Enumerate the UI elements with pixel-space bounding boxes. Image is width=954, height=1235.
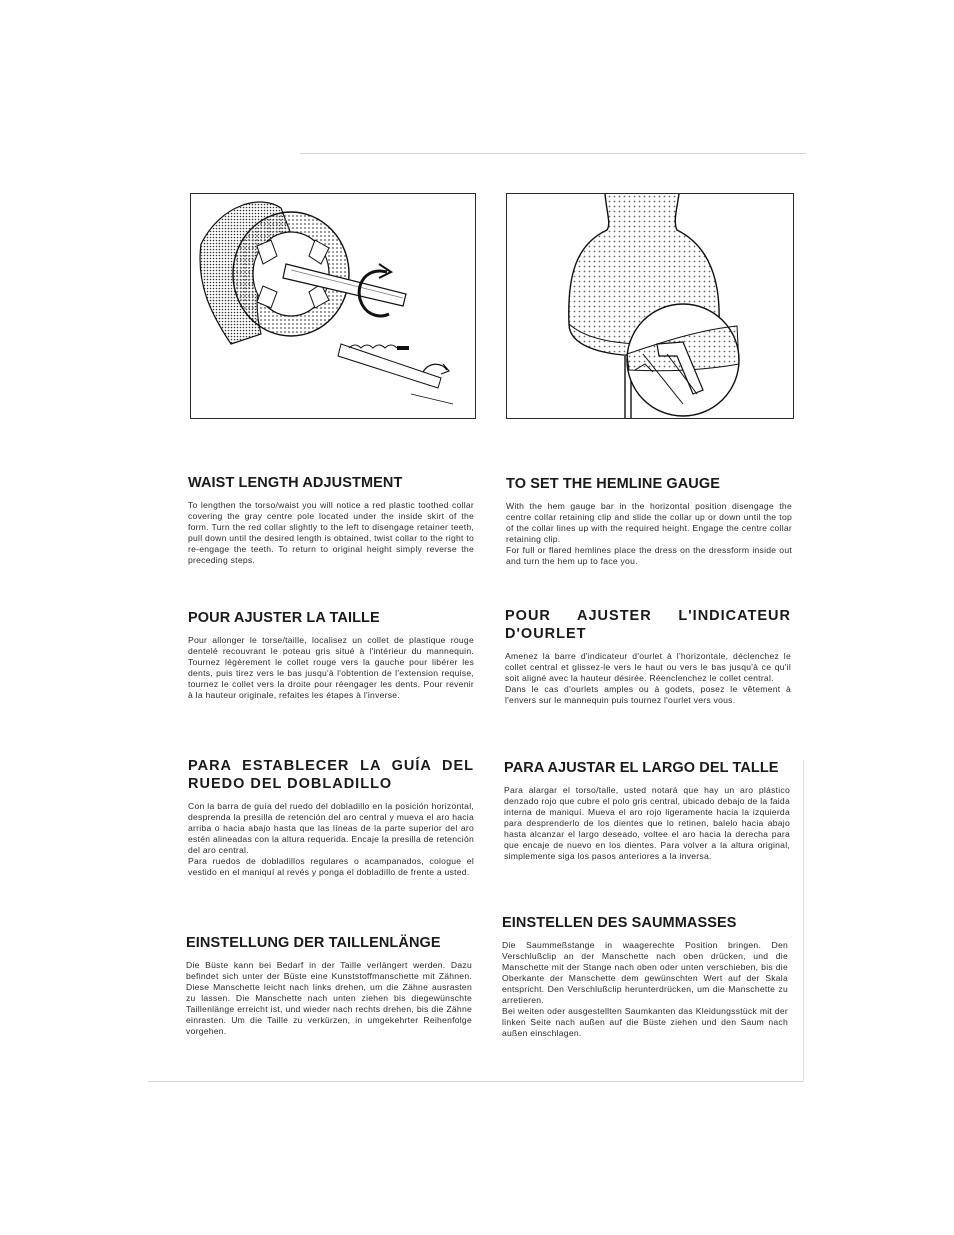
section-body: Con la barra de guía del ruedo del dobladillo en la posición horizontal, desprenda la presilla de retención del aro central y mueva el aro hacia arriba o hacia abajo hasta que las líneas de la parte superior del aro estén alineadas con la altura requerida. Encaje la presilla de retención del aro central. Para ruedos de dobladillos regulares o acampanados, cologue el vestido en el maniquí al revés y ponga el dobladillo de frente a usted. — [188, 801, 474, 877]
section-title: POUR AJUSTER LA TAILLE — [188, 610, 380, 626]
hemline-gauge-en-section — [506, 475, 792, 567]
right-edge-rule — [803, 760, 804, 1082]
section-body: To lengthen the torso/waist you will notice a red plastic toothed collar covering the gray centre pole located under the inside skirt of the form. Turn the red collar slightly to the left to disengage retainer teeth, pull down until the desired length is obtained, twist collar to the right to re-engage the teeth. To return to original height simply reverse the preceding steps. — [188, 500, 474, 565]
waist-collar-adjustment-illustration-icon — [191, 194, 475, 418]
hemline-gauge-fr-section — [505, 607, 791, 706]
section-body: With the hem gauge bar in the horizontal position disengage the centre collar retaining clip and slide the collar up or down until the top of the collar lines up with the required height. Engage the centre collar retaining clip. For full or flared hemlines place the dress on the dressform inside out and turn the hem up to face you. — [506, 501, 792, 566]
section-title: EINSTELLUNG DER TAILLENLÄNGE — [186, 935, 441, 951]
waist-adjustment-figure — [190, 193, 476, 419]
waist-adjustment-de-section — [186, 934, 472, 1037]
waist-adjustment-es-section — [504, 759, 790, 862]
section-body: Die Büste kann bei Bedarf in der Taille verlängert werden. Dazu befindet sich unter der Büste eine Kunststoffmanschette mit Zähnen. Diese Manschette leicht nach links drehen, um die Zähne ausrasten zu lassen. Die Manschette nach unten ziehen bis diegewünschte Taillenlänge erreicht ist, und wieder nach rechts drehen, bis die Zähne einrasten. Um die Taille zu verkürzen, in umgekehrter Reihenfolge vorgehen. — [186, 960, 472, 1036]
section-title: PARA ESTABLECER LA GUÍA DEL RUEDO DEL DOBLADILLO — [188, 758, 474, 792]
waist-adjustment-en-section — [188, 474, 474, 566]
section-title: EINSTELLEN DES SAUMMASSES — [502, 915, 737, 931]
bottom-rule — [148, 1081, 804, 1082]
hemline-gauge-es-section — [188, 757, 474, 878]
top-rule — [300, 153, 806, 154]
waist-adjustment-fr-section — [188, 609, 474, 701]
hemline-gauge-illustration-icon — [507, 194, 793, 418]
section-body: Para alargar el torso/talle, usted notará que hay un aro plástico denzado rojo que cubre el polo gris central, ubicado debajo de la faida interna de maniquí. Mueva el aro rojo ligeramente hacia la izquierda para desprenderlo de los dientes que lo retinen, balelo hacia abajo hasta alcanzar el largo deseado, voltee el aro hacia la derecha para que encaje de nuevo en los dientes. Para volver a la altura original, simplemente siga los pasos anteriores a la inversa. — [504, 785, 790, 861]
section-title: POUR AJUSTER L'INDICATEUR D'OURLET — [505, 608, 791, 642]
hemline-gauge-figure — [506, 193, 794, 419]
section-body: Pour allonger le torse/taille, localisez un collet de plastique rouge dentelé recouvrant le poteau gris situé à l'intérieur du mannequin. Tournez légèrement le collet rouge vers la gauche pour libérer les dents, puis tirez vers le bas jusqu'à l'obtention de l'extension requise, tournez le collet vers la droite pour réengager les dents. Pour revenir à la hauteur originale, refaites les étapes à l'inverse. — [188, 635, 474, 700]
section-title: PARA AJUSTAR EL LARGO DEL TALLE — [504, 760, 779, 776]
section-body: Amenez la barre d'indicateur d'ourlet à l'horizontale, déclenchez le collet central et glissez-le vers le haut ou vers le bas jusqu'à ce qu'il soit aligné avec la hauteur désirée. Réenclenchez le collet central. Dans le cas d'ourlets amples ou à godets, posez le vêtement à l'envers sur le mannequin puis tournez l'ourlet vers vous. — [505, 651, 791, 705]
hemline-gauge-de-section — [502, 914, 788, 1039]
section-title: WAIST LENGTH ADJUSTMENT — [188, 475, 403, 491]
section-title: TO SET THE HEMLINE GAUGE — [506, 476, 721, 492]
section-body: Die Saummeßstange in waagerechte Position bringen. Den Verschlußclip an der Manschette nach oben drücken, und die Manschette mit der Stange nach oben oder unten verschieben, bis die Oberkante der Manschette dem gewünschten Wert auf der Skala entspricht. Den Verschlußclip herunterdrücken, um die Manschette zu arretieren. Bei weiten oder ausgestellten Saumkanten das Kleidungsstück mit der linken Seite nach außen auf die Büste ziehen und den Saum nach außen einschlagen. — [502, 940, 788, 1038]
